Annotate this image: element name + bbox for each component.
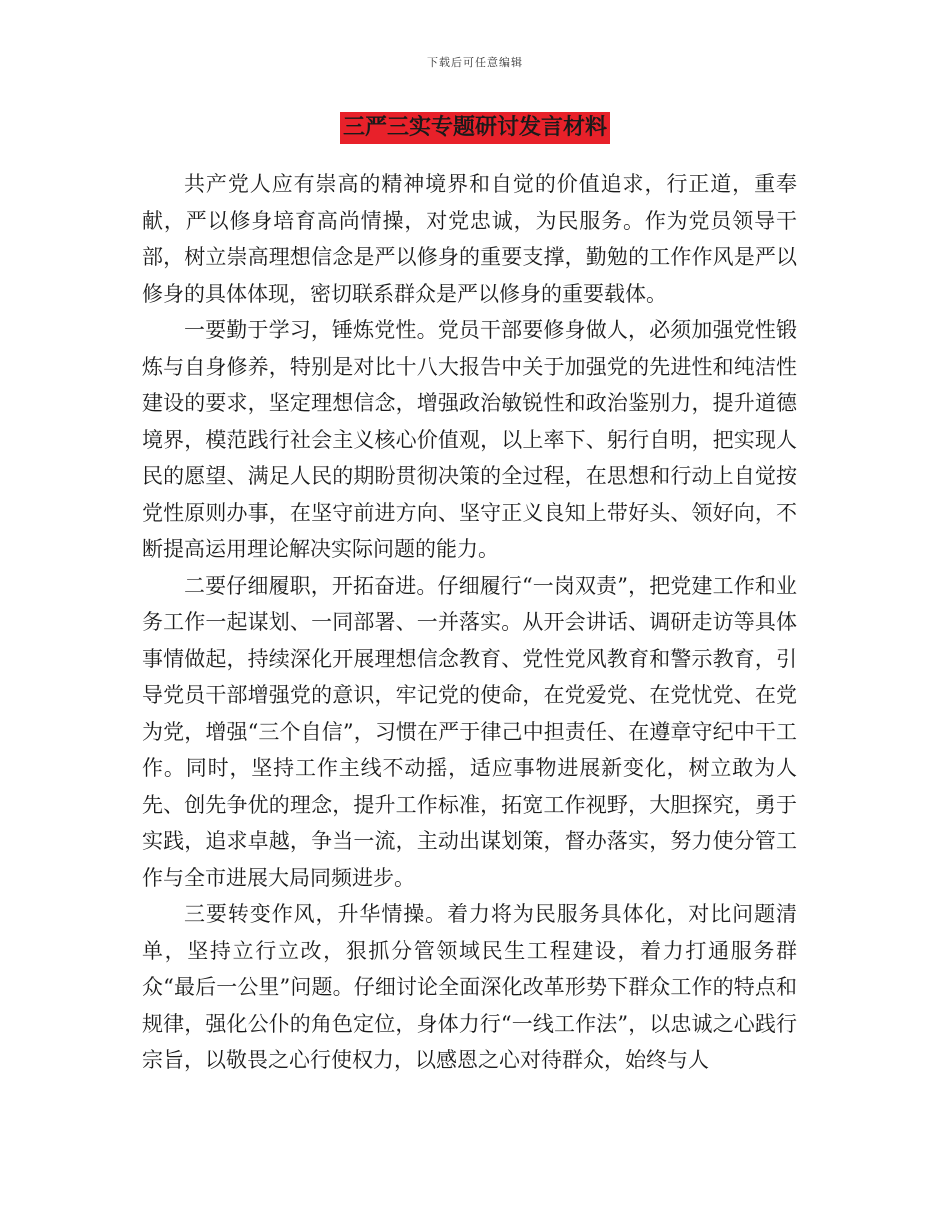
document-title: 三严三实专题研讨发言材料 (340, 112, 610, 144)
title-container (0, 112, 950, 144)
document-body (142, 166, 797, 1079)
paragraph-style: 三要转变作风，升华情操。着力将为民服务具体化，对比问题清单，坚持立行立改，狠抓分管领域民生工程建设，着力打通服务群众“最后一公里”问题。仔细讨论全面深化改革形势下群众工作的特点和规律，强化公仆的角色定位，身体力行“一线工作法”，以忠诚之心践行宗旨，以敬畏之心行使权力，以感恩之心对待群众，始终与人 (142, 902, 797, 1072)
paragraph-intro: 共产党人应有崇高的精神境界和自觉的价值追求，行正道，重奉献，严以修身培育高尚情操，对党忠诚，为民服务。作为党员领导干部，树立崇高理想信念是严以修身的重要支撑，勤勉的工作作风是严以修身的具体体现，密切联系群众是严以修身的重要载体。 (142, 172, 797, 306)
paragraph-duty: 二要仔细履职，开拓奋进。仔细履行“一岗双责”，把党建工作和业务工作一起谋划、一同部署、一并落实。从开会讲话、调研走访等具体事情做起，持续深化开展理想信念教育、党性党风教育和警示教育，引导党员干部增强党的意识，牢记党的使命，在党爱党、在党忧党、在党为党，增强“三个自信”，习惯在严于律己中担责任、在遵章守纪中干工作。同时，坚持工作主线不动摇，适应事物进展新变化，树立敢为人先、创先争优的理念，提升工作标准，拓宽工作视野，大胆探究，勇于实践，追求卓越，争当一流，主动出谋划策，督办落实，努力使分管工作与全市进展大局同频进步。 (142, 573, 797, 890)
paragraph-study: 一要勤于学习，锤炼党性。党员干部要修身做人，必须加强党性锻炼与自身修养，特别是对比十八大报告中关于加强党的先进性和纯洁性建设的要求，坚定理想信念，增强政治敏锐性和政治鉴别力，提升道德境界，模范践行社会主义核心价值观，以上率下、躬行自明，把实现人民的愿望、满足人民的期盼贯彻决策的全过程，在思想和行动上自觉按党性原则办事，在坚守前进方向、坚守正义良知上带好头、领好向，不断提高运用理论解决实际问题的能力。 (142, 318, 797, 561)
header-note: 下载后可任意编辑 (427, 56, 523, 69)
